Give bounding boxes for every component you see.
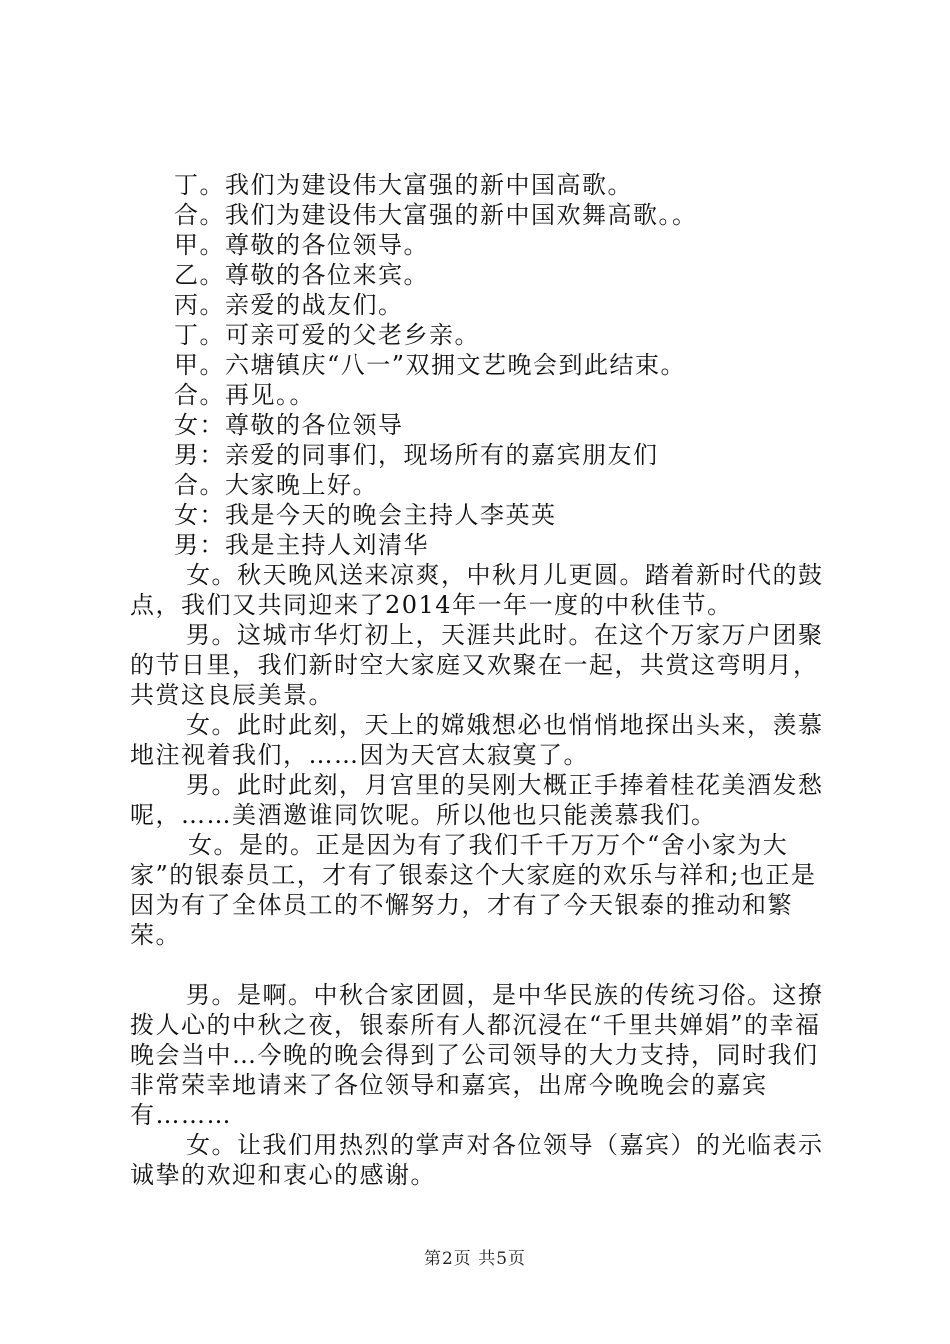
script-paragraph: 女。秋天晚风送来凉爽，中秋月儿更圆。踏着新时代的鼓点，我们又共同迎来了2014年一年一度的中秋佳节。 (130, 561, 824, 619)
script-paragraph: 女。此时此刻，天上的嫦娥想必也悄悄地探出头来，羡慕地注视着我们，……因为天宫太寂寞了。 (130, 711, 824, 769)
script-paragraph: 男。这城市华灯初上，天涯共此时。在这个万家万户团聚的节日里，我们新时空大家庭又欢聚在一起，共赏这弯明月，共赏这良辰美景。 (130, 621, 824, 709)
page-footer: 第2页 共5页 (423, 1249, 527, 1269)
script-line: 女：尊敬的各位领导 (174, 411, 404, 439)
script-line: 合。大家晚上好。 (174, 471, 378, 499)
script-line: 乙。尊敬的各位来宾。 (174, 261, 429, 289)
script-paragraph: 男。此时此刻，月宫里的吴刚大概正手捧着桂花美酒发愁呢，……美酒邀谁同饮呢。所以他也只能羡慕我们。 (130, 771, 824, 829)
script-line: 合。我们为建设伟大富强的新中国欢舞高歌。。 (174, 201, 698, 229)
script-line: 合。再见。。 (174, 381, 315, 409)
script-line: 甲。六塘镇庆“八一”双拥文艺晚会到此结束。 (174, 351, 687, 379)
script-paragraph: 男。是啊。中秋合家团圆，是中华民族的传统习俗。这撩拨人心的中秋之夜，银泰所有人都沉浸在“千里共婵娟”的幸福晚会当中…今晚的晚会得到了公司领导的大力支持，同时我们非常荣幸地请来了各位领导和嘉宾，出席今晚晚会的嘉宾有……… (130, 981, 824, 1129)
script-line: 女：我是今天的晚会主持人李英英 (174, 501, 557, 529)
script-line: 丙。亲爱的战友们。 (174, 291, 404, 319)
script-line: 男：我是主持人刘清华 (174, 531, 429, 559)
script-paragraph: 女。是的。正是因为有了我们千千万万个“舍小家为大家”的银泰员工，才有了银泰这个大家庭的欢乐与祥和;也正是因为有了全体员工的不懈努力，才有了今天银泰的推动和繁荣。 (130, 831, 817, 949)
script-line: 男：亲爱的同事们，现场所有的嘉宾朋友们 (174, 441, 659, 469)
document-body (130, 170, 840, 1190)
script-line: 甲。尊敬的各位领导。 (174, 231, 429, 259)
script-paragraph: 女。让我们用热烈的掌声对各位领导（嘉宾）的光临表示诚挚的欢迎和衷心的感谢。 (130, 1131, 824, 1189)
script-line: 丁。可亲可爱的父老乡亲。 (174, 321, 480, 349)
script-line: 丁。我们为建设伟大富强的新中国高歌。 (174, 171, 633, 199)
